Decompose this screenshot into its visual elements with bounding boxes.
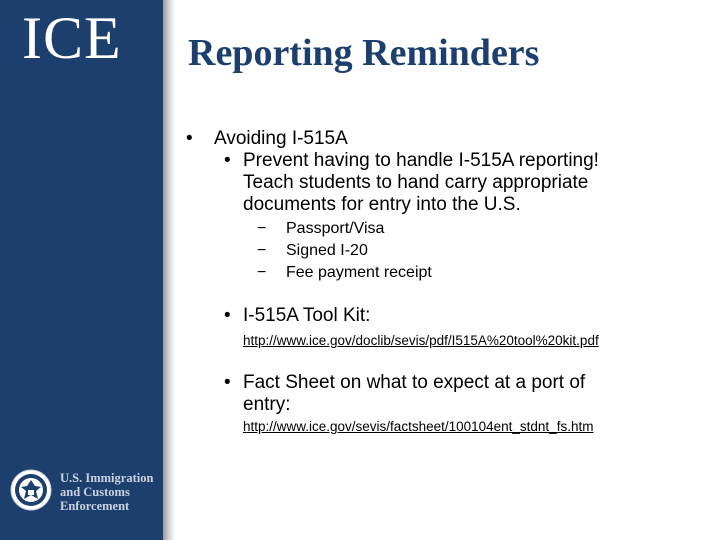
bullet-line: Fact Sheet on what to expect at a port of — [243, 372, 586, 393]
subitem-passport: Passport/Visa — [286, 220, 385, 237]
dash: − — [257, 220, 267, 237]
subitem-fee: Fee payment receipt — [286, 264, 432, 281]
toolkit-link[interactable]: http://www.ice.gov/doclib/sevis/pdf/I515A%20tool%20kit.pdf — [243, 333, 599, 348]
ice-logo-text: ICE — [22, 5, 122, 71]
bullet-dot: • — [224, 150, 231, 171]
bullet-line: Teach students to hand carry appropriate — [243, 172, 589, 193]
bullet-dot: • — [224, 372, 231, 393]
dash: − — [257, 242, 267, 259]
agency-name — [60, 471, 153, 513]
bullet-line: Prevent having to handle I-515A reporting! — [243, 150, 599, 171]
bullet-avoiding: Avoiding I-515A — [214, 128, 348, 149]
bullet-factsheet — [243, 372, 683, 416]
bullet-dot: • — [224, 305, 231, 326]
bullet-line: entry: — [243, 394, 291, 415]
agency-line: Enforcement — [60, 499, 130, 513]
bullet-prevent — [243, 150, 683, 216]
bullet-line: documents for entry into the U.S. — [243, 194, 521, 215]
dhs-seal-icon — [10, 469, 52, 511]
slide-title: Reporting Reminders — [188, 32, 540, 74]
bullet-dot: • — [186, 128, 193, 149]
sidebar-shadow — [163, 0, 175, 540]
subitem-i20: Signed I-20 — [286, 242, 368, 259]
sidebar — [0, 0, 163, 540]
factsheet-link[interactable]: http://www.ice.gov/sevis/factsheet/100104ent_stdnt_fs.htm — [243, 419, 594, 434]
agency-line: U.S. Immigration — [60, 471, 154, 485]
agency-line: and Customs — [60, 485, 130, 499]
bullet-toolkit: I-515A Tool Kit: — [243, 305, 371, 326]
dash: − — [257, 264, 267, 281]
